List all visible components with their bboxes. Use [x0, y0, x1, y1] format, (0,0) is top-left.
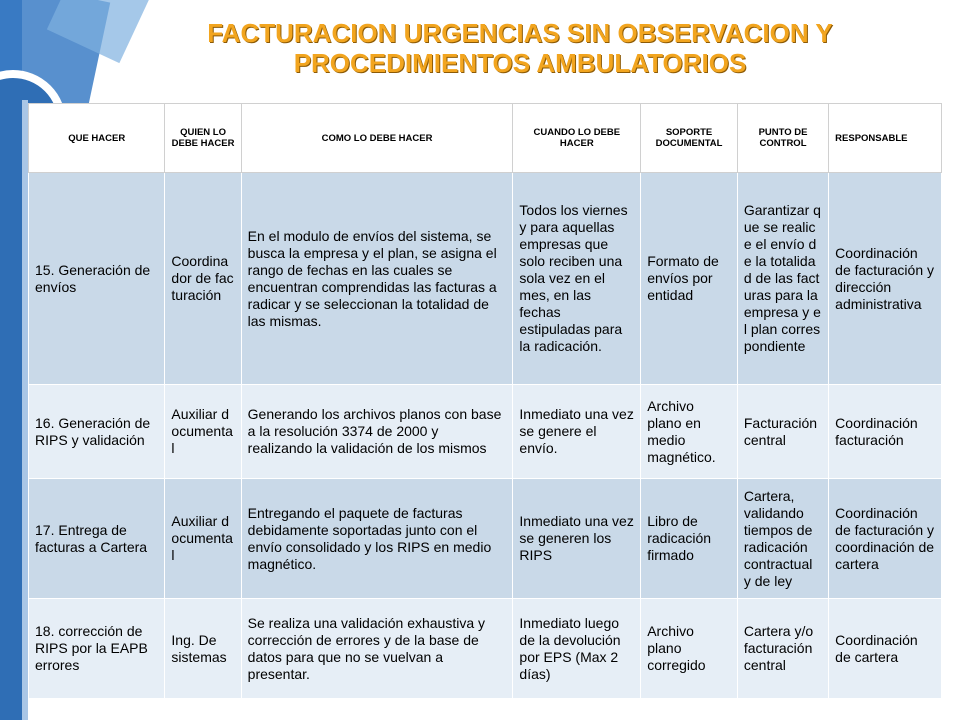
cell-como: Entregando el paquete de facturas debidamente soportadas junto con el envío consolidado y los RIPS en medio magnético.: [241, 479, 513, 599]
cell-quien: Ing. De sistemas: [165, 599, 241, 699]
header-cuando: CUANDO LO DEBE HACER: [513, 104, 641, 173]
header-responsable: RESPONSABLE: [829, 104, 942, 173]
cell-punto-control: Cartera, validando tiempos de radicación contractual y de ley: [737, 479, 828, 599]
cell-como: Se realiza una validación exhaustiva y corrección de errores y de la base de datos para que no se vuelvan a presentar.: [241, 599, 513, 699]
cell-como: En el modulo de envíos del sistema, se busca la empresa y el plan, se asigna el rango de fechas en las cuales se encuentran comprendidas las facturas a radicar y se seleccionan la totalidad de las mismas.: [241, 173, 513, 385]
header-que-hacer: QUE HACER: [29, 104, 165, 173]
cell-cuando: Inmediato una vez se generen los RIPS: [513, 479, 641, 599]
cell-soporte: Libro de radicación firmado: [641, 479, 738, 599]
header-punto-control: PUNTO DE CONTROL: [737, 104, 828, 173]
title-line-2: PROCEDIMIENTOS AMBULATORIOS: [293, 48, 747, 78]
cell-responsable: Coordinación de facturación y coordinación de cartera: [829, 479, 942, 599]
cell-soporte: Formato de envíos por entidad: [641, 173, 738, 385]
header-soporte: SOPORTE DOCUMENTAL: [641, 104, 738, 173]
table-row: [29, 173, 942, 385]
cell-punto-control: Garantizar que se realice el envío de la totalidad de las facturas para la empresa y el plan correspondiente: [737, 173, 828, 385]
cell-responsable: Coordinación de facturación y dirección administrativa: [829, 173, 942, 385]
cell-punto-control: Facturación central: [737, 385, 828, 479]
title-line-1: FACTURACION URGENCIAS SIN OBSERVACION Y: [207, 18, 833, 48]
cell-que-hacer: 16. Generación de RIPS y validación: [29, 385, 165, 479]
cell-cuando: Todos los viernes y para aquellas empresas que solo reciben una sola vez en el mes, en las fechas estipuladas para la radicación.: [513, 173, 641, 385]
header-quien: QUIEN LO DEBE HACER: [165, 104, 241, 173]
header-como: COMO LO DEBE HACER: [241, 104, 513, 173]
table-header-row: [29, 104, 942, 173]
cell-que-hacer: 15. Generación de envíos: [29, 173, 165, 385]
cell-cuando: Inmediato una vez se genere el envío.: [513, 385, 641, 479]
table-row: [29, 479, 942, 599]
cell-cuando: Inmediato luego de la devolución por EPS (Max 2 días): [513, 599, 641, 699]
slide-title: [120, 18, 920, 78]
table-row: [29, 385, 942, 479]
cell-que-hacer: 18. corrección de RIPS por la EAPB errores: [29, 599, 165, 699]
cell-responsable: Coordinación facturación: [829, 385, 942, 479]
cell-quien: Auxiliar documental: [165, 479, 241, 599]
cell-soporte: Archivo plano corregido: [641, 599, 738, 699]
cell-punto-control: Cartera y/o facturación central: [737, 599, 828, 699]
cell-quien: Auxiliar documental: [165, 385, 241, 479]
table-row: [29, 599, 942, 699]
cell-que-hacer: 17. Entrega de facturas a Cartera: [29, 479, 165, 599]
process-table: [28, 103, 942, 699]
cell-soporte: Archivo plano en medio magnético.: [641, 385, 738, 479]
cell-quien: Coordinador de facturación: [165, 173, 241, 385]
cell-responsable: Coordinación de cartera: [829, 599, 942, 699]
cell-como: Generando los archivos planos con base a la resolución 3374 de 2000 y realizando la validación de los mismos: [241, 385, 513, 479]
